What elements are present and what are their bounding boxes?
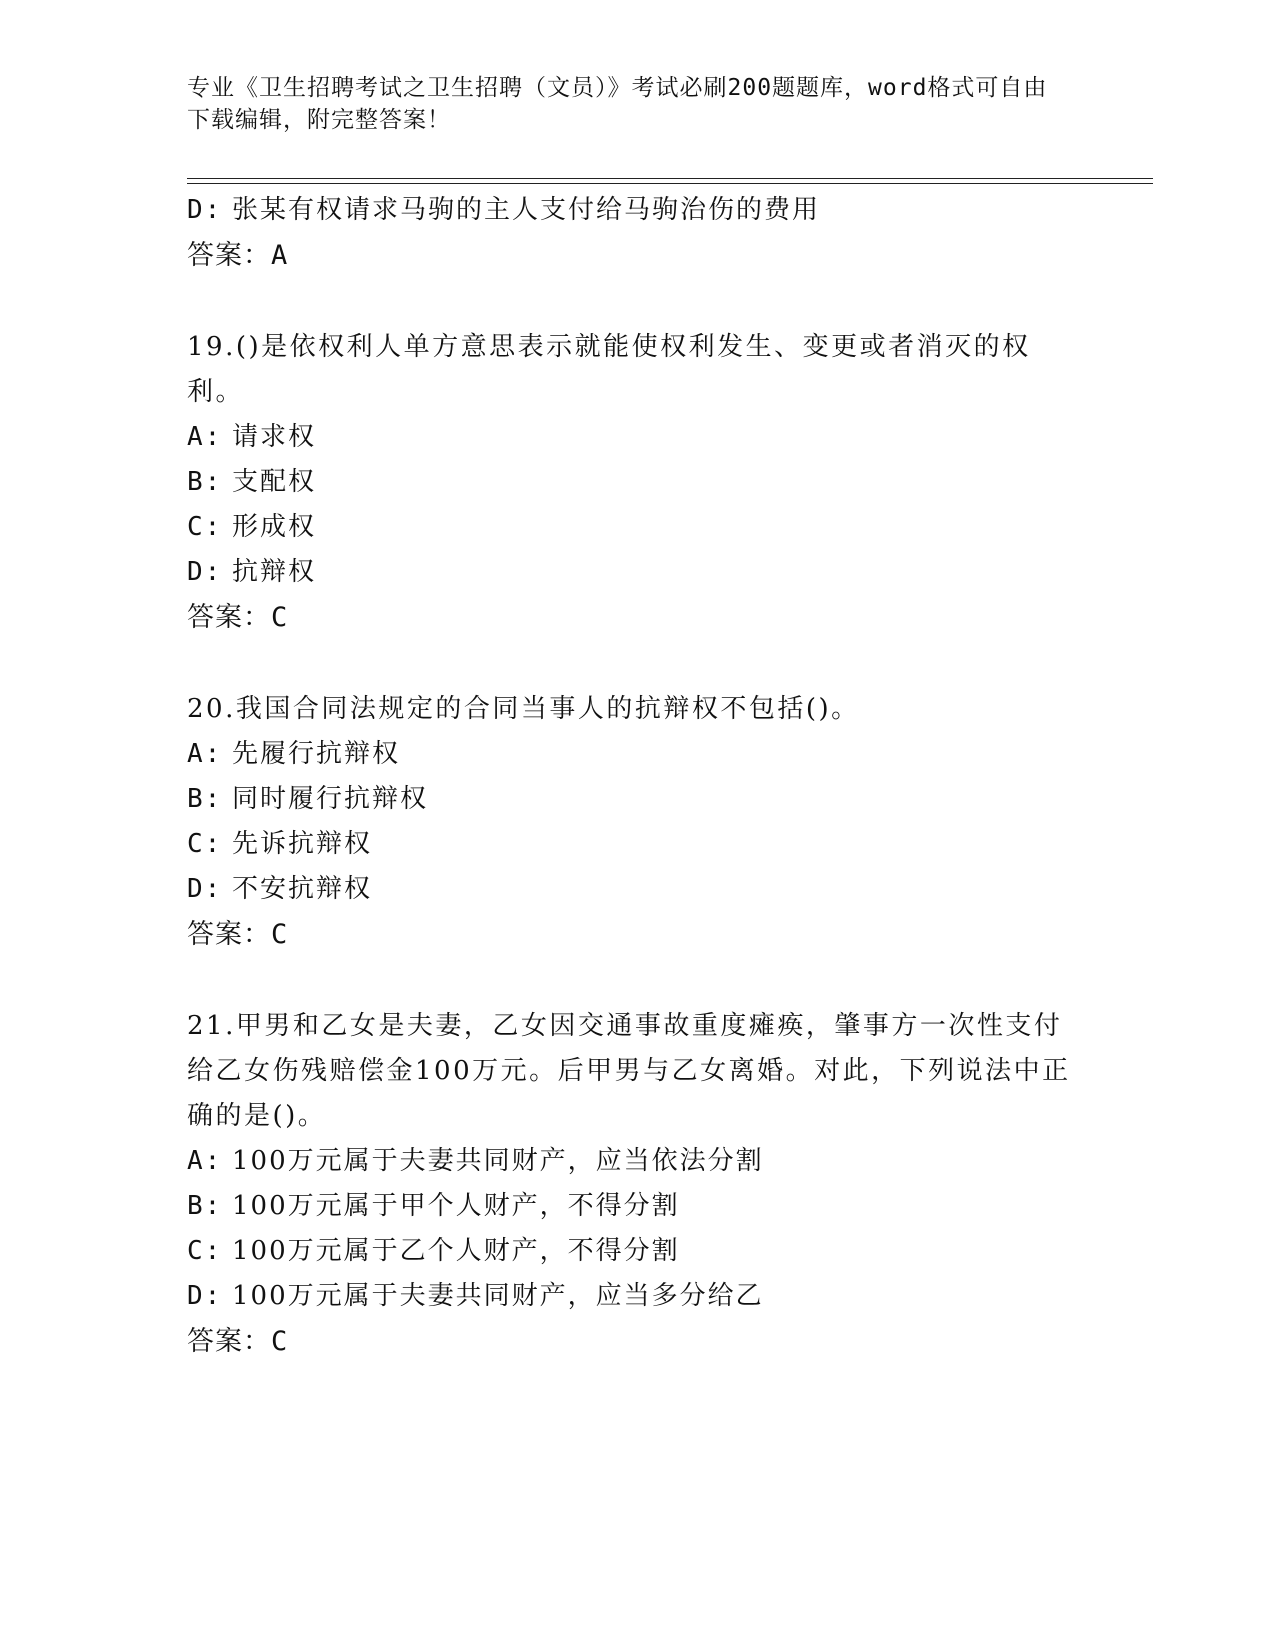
answer-value: C xyxy=(271,919,289,950)
question-21 xyxy=(187,1004,1087,1364)
option-text: 100万元属于夫妻共同财产，应当依法分割 xyxy=(232,1146,764,1176)
option-b xyxy=(187,777,1087,822)
option-letter: B: xyxy=(187,467,223,497)
option-letter: C: xyxy=(187,512,223,542)
option-c xyxy=(187,822,1087,867)
answer-label: 答案： xyxy=(187,919,271,950)
option-d xyxy=(187,867,1087,912)
question-text: 20.我国合同法规定的合同当事人的抗辩权不包括()。 xyxy=(187,694,860,724)
option-letter: D: xyxy=(187,874,223,904)
option-letter: C: xyxy=(187,829,223,859)
option-c xyxy=(187,505,1087,550)
option-text: 抗辩权 xyxy=(232,557,317,587)
option-d xyxy=(187,550,1087,595)
question-content xyxy=(187,188,1087,1364)
prev-option-d xyxy=(187,188,1087,233)
option-letter: D: xyxy=(187,195,223,225)
question-text: 19.()是依权利人单方意思表示就能使权利发生、变更或者消灭的权利。 xyxy=(187,332,1031,407)
option-a xyxy=(187,1139,1087,1184)
option-letter: B: xyxy=(187,784,223,814)
answer-value: C xyxy=(271,602,289,633)
option-text: 请求权 xyxy=(232,422,317,452)
spacer xyxy=(187,278,1087,325)
option-text: 不安抗辩权 xyxy=(232,874,373,904)
spacer xyxy=(187,640,1087,687)
option-b xyxy=(187,1184,1087,1229)
header-rule-top xyxy=(187,178,1153,179)
header-rule-bottom xyxy=(187,183,1153,184)
answer-label: 答案： xyxy=(187,1326,271,1357)
answer xyxy=(187,595,1087,640)
document-header: 专业《卫生招聘考试之卫生招聘（文员）》考试必刷200题题库，word格式可自由下载编辑，附完整答案！ xyxy=(187,75,1048,133)
option-text: 100万元属于乙个人财产，不得分割 xyxy=(232,1236,680,1266)
answer xyxy=(187,912,1087,957)
option-letter: D: xyxy=(187,1281,223,1311)
answer-value: A xyxy=(271,240,289,271)
option-a xyxy=(187,415,1087,460)
option-text: 100万元属于甲个人财产，不得分割 xyxy=(232,1191,680,1221)
option-text: 张某有权请求马驹的主人支付给马驹治伤的费用 xyxy=(232,195,821,225)
answer-label: 答案： xyxy=(187,602,271,633)
option-text: 先诉抗辩权 xyxy=(232,829,373,859)
option-letter: A: xyxy=(187,422,223,452)
question-text: 21.甲男和乙女是夫妻，乙女因交通事故重度瘫痪，肇事方一次性支付给乙女伤残赔偿金100万元。后甲男与乙女离婚。对此，下列说法中正确的是()。 xyxy=(187,1011,1071,1131)
option-c xyxy=(187,1229,1087,1274)
option-d xyxy=(187,1274,1087,1319)
prev-answer xyxy=(187,233,1087,278)
option-text: 先履行抗辩权 xyxy=(232,739,401,769)
option-text: 100万元属于夫妻共同财产，应当多分给乙 xyxy=(232,1281,764,1311)
option-text: 支配权 xyxy=(232,467,317,497)
option-letter: A: xyxy=(187,1146,223,1176)
answer-label: 答案： xyxy=(187,240,271,271)
option-text: 同时履行抗辩权 xyxy=(232,784,429,814)
option-letter: C: xyxy=(187,1236,223,1266)
option-b xyxy=(187,460,1087,505)
option-text: 形成权 xyxy=(232,512,317,542)
option-a xyxy=(187,732,1087,777)
question-19 xyxy=(187,325,1087,640)
question-20 xyxy=(187,687,1087,957)
option-letter: A: xyxy=(187,739,223,769)
spacer xyxy=(187,957,1087,1004)
answer-value: C xyxy=(271,1326,289,1357)
option-letter: D: xyxy=(187,557,223,587)
option-letter: B: xyxy=(187,1191,223,1221)
answer xyxy=(187,1319,1087,1364)
